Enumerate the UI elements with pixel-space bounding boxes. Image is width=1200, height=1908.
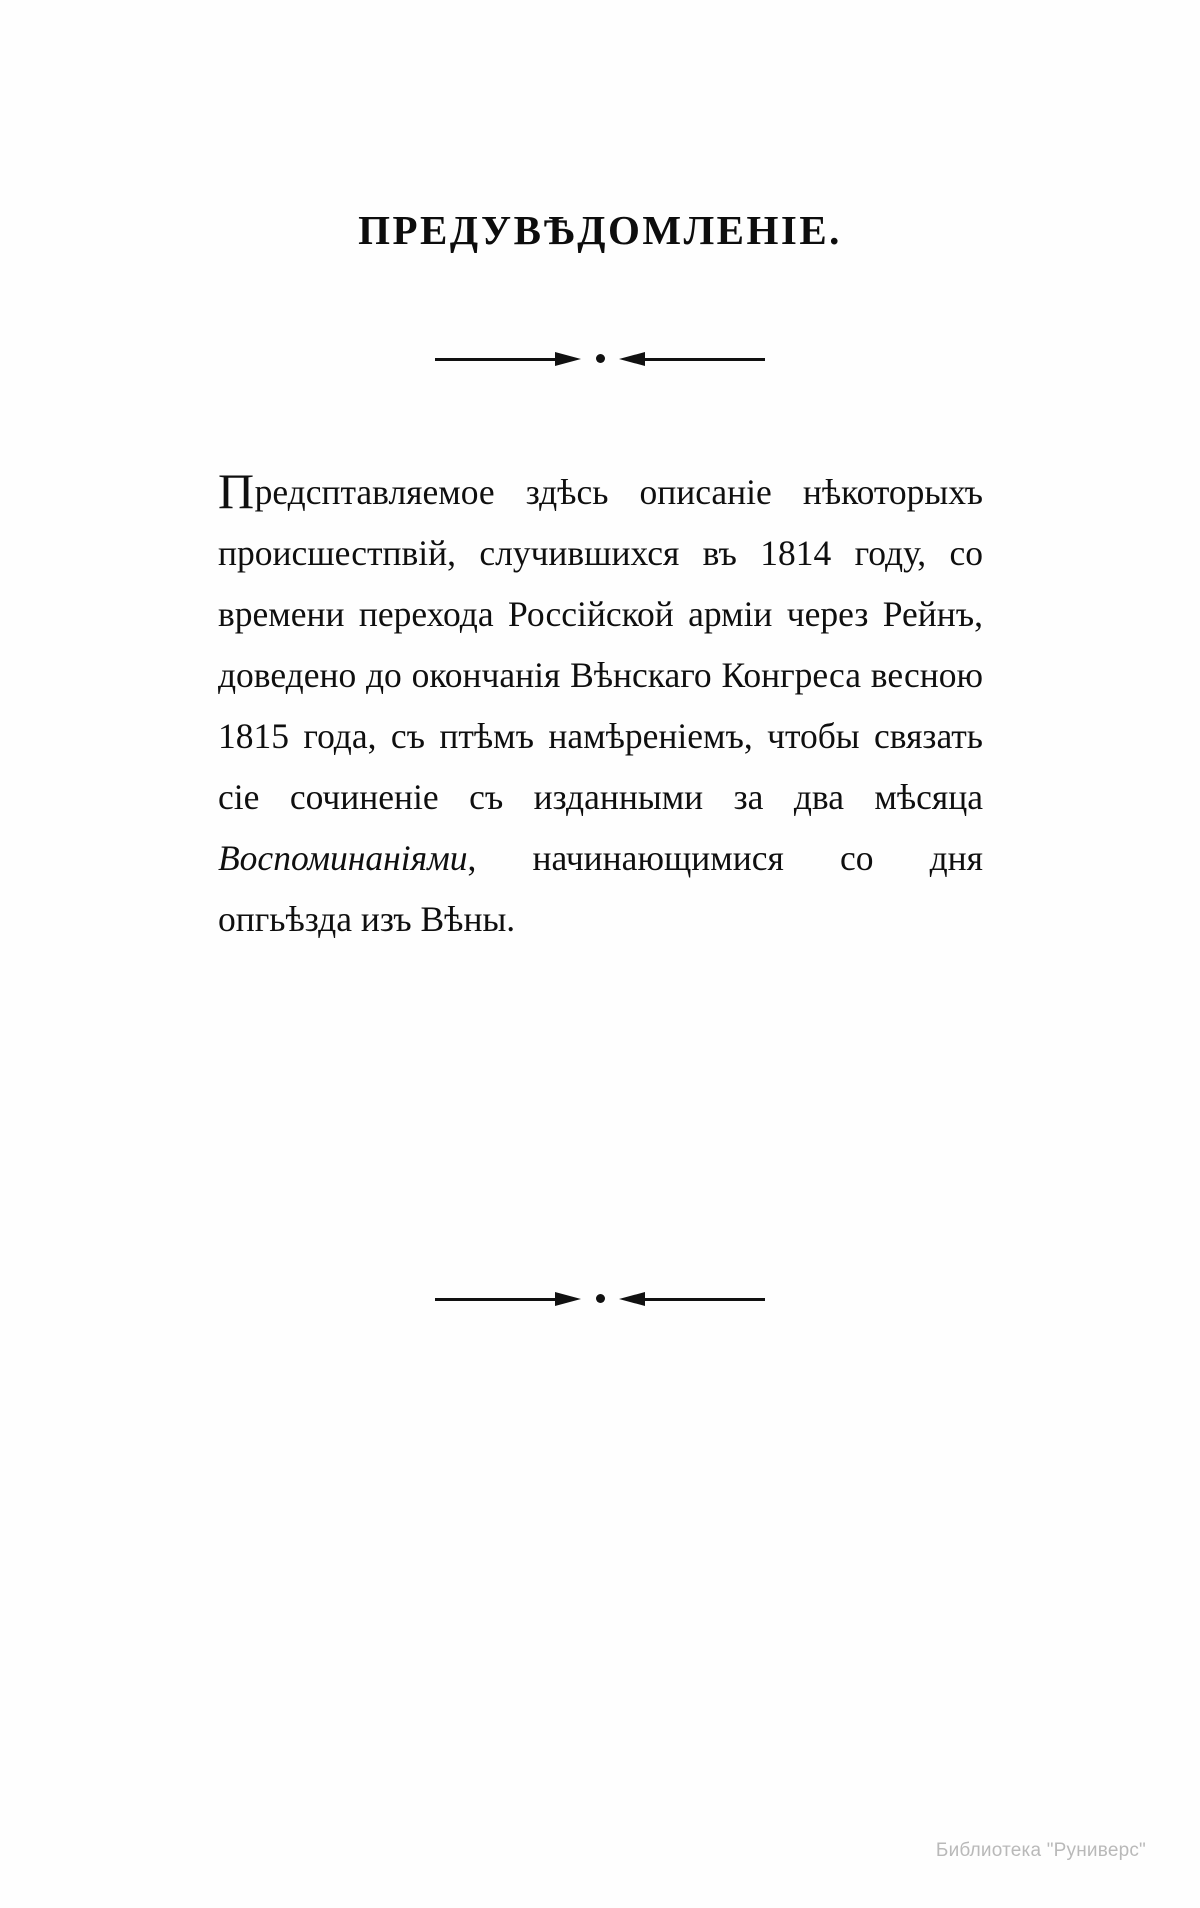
divider-spear-left-icon bbox=[555, 1292, 581, 1306]
paragraph-segment-2: , начинающимися со дня опгьѣзда изъ Вѣны. bbox=[218, 838, 983, 939]
divider-line-left bbox=[435, 358, 563, 361]
drop-cap: П bbox=[218, 463, 255, 519]
body-paragraph bbox=[218, 462, 983, 950]
divider-line-right bbox=[637, 358, 765, 361]
paragraph-segment-italic: Воспоминаніями bbox=[218, 838, 468, 878]
body-text bbox=[218, 462, 983, 950]
divider-dot-icon bbox=[596, 1294, 605, 1303]
ornament-divider-bottom bbox=[435, 1288, 765, 1310]
divider-line-left bbox=[435, 1298, 563, 1301]
divider-line-right bbox=[637, 1298, 765, 1301]
ornament-divider-top bbox=[435, 348, 765, 370]
page-title: ПРЕДУВѢДОМЛЕНIЕ. bbox=[358, 207, 842, 253]
divider-spear-left-icon bbox=[555, 352, 581, 366]
divider-dot-icon bbox=[596, 354, 605, 363]
library-watermark: Библиотека "Руниверс" bbox=[935, 1840, 1146, 1861]
paragraph-segment-1: редсптавляемое здѣсь описаніе нѣкоторыхъ происшестпвій, случившихся въ 1814 году, со времени перехода Россійской арміи через Рейнъ, доведено до окончанія Вѣнскаго Конгреса весною 1815 года, съ птѣмъ намѣреніемъ, чтобы связать сіе сочиненіе съ изданными за два мѣсяца bbox=[218, 472, 983, 817]
